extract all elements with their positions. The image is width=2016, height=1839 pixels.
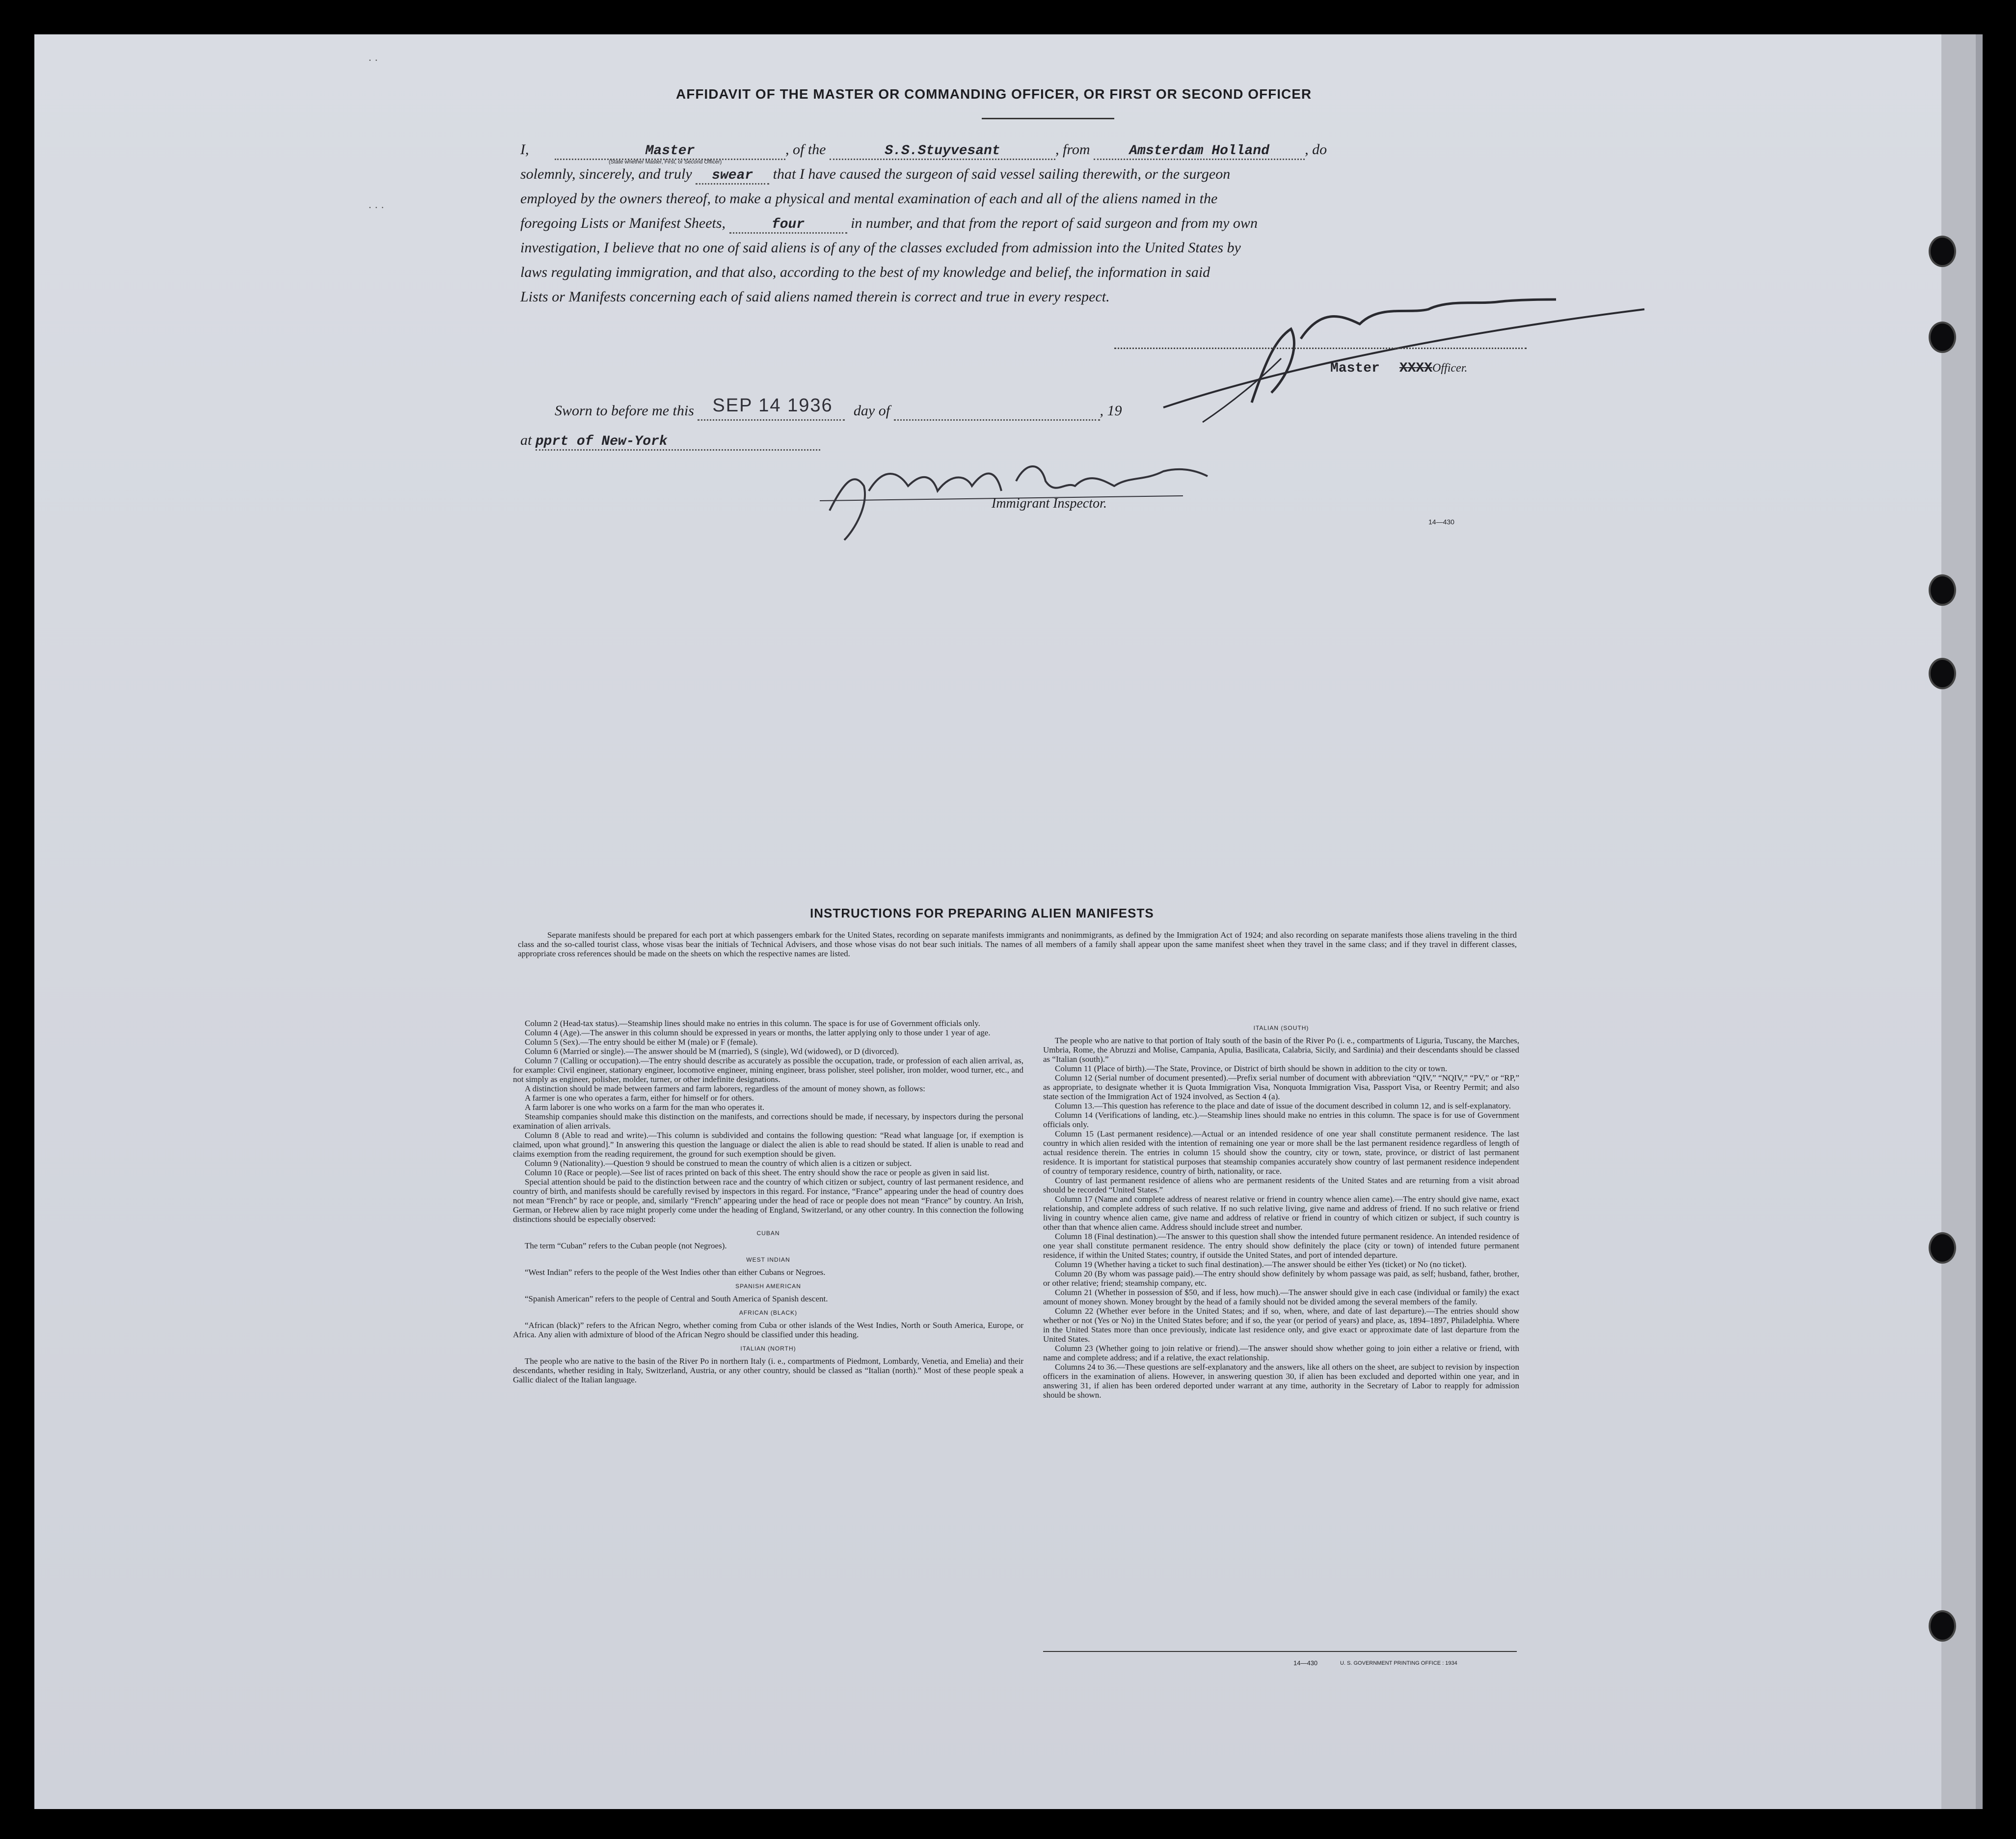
binder-hole: [1929, 574, 1956, 606]
sheet-count-field: four: [771, 217, 805, 232]
affidavit-line-6: laws regulating immigration, and that also, according to the best of my knowledge and belief, the information in said: [520, 264, 1210, 280]
instructions-form-number: 14—430: [1293, 1659, 1318, 1667]
binder-hole: [1929, 1232, 1956, 1264]
page-edge: [1941, 34, 1976, 1809]
page-corner-mark: · ·: [368, 54, 378, 66]
affidavit-form-number: 14—430: [1428, 518, 1454, 526]
instruction-paragraph: Column 8 (Able to read and write).—This column is subdivided and contains the following question: “Read what language [or, if exemption is claimed, upon what ground].” In answering this question the language or dialect the alien is able to read should be stated. If alien is unable to read and claims exemption from the reading requirement, the ground for such exemption should be given.: [513, 1131, 1023, 1159]
instruction-paragraph: Column 21 (Whether in possession of $50, and if less, how much).—The answer should give in each case (individual or family) the exact amount of money shown. Money brought by the head of a family should not be divided among the several members of the family.: [1043, 1288, 1519, 1306]
struck-text: XXXX: [1399, 361, 1433, 376]
instructions-left-column: [513, 1019, 1023, 1384]
instruction-paragraph: Column 17 (Name and complete address of nearest relative or friend in country whence alien came).—The entry should give name, exact relationship, and complete address of such relative. If no such relative living, give name and address of friend. If no such relative or friend living in country whence alien came, give name and address of relative or friend in country of which citizen or subject, if such country is other than that whence alien came. Address should include street and number.: [1043, 1194, 1519, 1232]
sworn-line: Sworn to before me this SEP 14 1936 day of , 19: [555, 403, 1122, 421]
instruction-paragraph: Column 4 (Age).—The answer in this column should be expressed in years or months, the latter applying only to those under 1 year of age.: [525, 1028, 991, 1037]
binder-hole: [1929, 236, 1956, 267]
section-heading: WEST INDIAN: [746, 1256, 790, 1263]
instructions-intro: Separate manifests should be prepared for each port at which passengers embark for the United States, recording on separate manifests immigrants and nonimmigrants, as defined by the Immigration Act of 1924; and also recording on separate manifests those aliens traveling in the third class and the so-called tourist class, whose visas bear the initials of Technical Advisers, and those whose visas do not bear such initials. The names of all members of a family shall appear upon the same manifest sheet when they travel in the same class; and if they travel in different classes, appropriate cross references should be made on the sheets on which the respective names are listed.: [518, 930, 1517, 958]
affidavit-line-7: Lists or Manifests concerning each of said aliens named therein is correct and true in every respect.: [520, 289, 1110, 305]
oath-field: swear: [712, 168, 753, 183]
instruction-paragraph: Column 20 (By whom was passage paid).—The entry should show definitely by whom passage was paid, as self; husband, father, brother, or other relative; friend; steamship company, etc.: [1043, 1269, 1519, 1288]
instruction-paragraph: Column 2 (Head-tax status).—Steamship lines should make no entries in this column. The space is for use of Government officials only.: [525, 1019, 980, 1028]
instruction-paragraph: Column 9 (Nationality).—Question 9 should be construed to mean the country of which alien is a citizen or subject.: [525, 1159, 912, 1168]
affidavit-line-5: investigation, I believe that no one of said aliens is of any of the classes excluded from admission into the United States by: [520, 240, 1241, 256]
section-heading: ITALIAN (NORTH): [740, 1345, 796, 1352]
date-stamp: SEP 14 1936: [712, 395, 833, 416]
affidavit-line-2: solemnly, sincerely, and truly swear that I have caused the surgeon of said vessel sailing therewith, or the surgeon: [520, 166, 1230, 185]
binder-hole: [1929, 658, 1956, 689]
vessel-name-field: S.S.Stuyvesant: [885, 143, 1000, 159]
officer-rank-field: Master: [645, 143, 695, 159]
instruction-paragraph: Column 15 (Last permanent residence).—Actual or an intended residence of one year shall constitute permanent residence. The last country in which alien resided with the intention of remaining one year or more shall be the last permanent residence regardless of length of actual residence therein. The entries in column 15 should show the country, city or town, state, province, or district of last permanent residence. It is important for statistical purposes that steamship companies accurately show country of last permanent residence independent of country of temporary residence, country of birth, nationality, or race.: [1043, 1129, 1519, 1176]
signature-line: [1114, 348, 1527, 349]
inspector-label: Immigrant Inspector.: [992, 496, 1107, 511]
instruction-paragraph: Steamship companies should make this distinction on the manifests, and corrections should be made, if necessary, by inspectors during the personal examination of alien arrivals.: [513, 1112, 1023, 1131]
master-signature: [1154, 280, 1644, 427]
instruction-paragraph: Column 18 (Final destination).—The answer to this question shall show the intended future permanent residence. An intended residence of one year shall constitute permanent residence. The entry should show definitely the place (city or town) of intended future permanent residence, if within the United States; country, if outside the United States, and port of intended departure.: [1043, 1232, 1519, 1260]
instruction-paragraph: Column 6 (Married or single).—The answer should be M (married), S (single), Wd (widowed), or D (divorced).: [525, 1047, 899, 1056]
instruction-paragraph: “Spanish American” refers to the people of Central and South America of Spanish descent.: [525, 1294, 828, 1303]
location-field: pprt of New-York: [535, 434, 668, 449]
affidavit-title: AFFIDAVIT OF THE MASTER OR COMMANDING OFFICER, OR FIRST OR SECOND OFFICER: [676, 86, 1312, 102]
affidavit-line-1: I, Master (State whether Master, First, or Second Officer) , of the S.S.Stuyvesant , from Amsterdam Holland , do: [520, 141, 1327, 165]
instruction-paragraph: The people who are native to the basin of the River Po in northern Italy (i. e., compartments of Piedmont, Lombardy, Venetia, and Emelia) and their descendants, whether residing in Italy, Switzerland, Austria, or any other country, should be classed as “Italian (north).” Most of these people speak a Gallic dialect of the Italian language.: [513, 1356, 1023, 1384]
instruction-paragraph: Column 19 (Whether having a ticket to such final destination).—The answer should be either Yes (ticket) or No (no ticket).: [1055, 1260, 1467, 1269]
instruction-paragraph: Special attention should be paid to the distinction between race and the country of which citizen or subject, country of last permanent residence, and country of birth, and manifests should be carefully revised by inspectors in this regard. For instance, “France” appearing under the head of country does not mean “French” by race or people, and, similarly “French” appearing under the head of race or people does not mean “France” by country. An Irish, German, or Hebrew alien by race might properly come under the heading of England, Switzerland, or any other country. In this connection the following distinctions should be especially observed:: [513, 1177, 1023, 1224]
signer-title: Master XXXXOfficer.: [1330, 361, 1468, 376]
binder-hole: [1929, 1610, 1956, 1642]
instruction-paragraph: Column 13.—This question has reference to the place and date of issue of the document described in column 12, and is self-explanatory.: [1055, 1101, 1511, 1110]
instruction-paragraph: The term “Cuban” refers to the Cuban people (not Negroes).: [525, 1241, 727, 1250]
instruction-paragraph: Column 10 (Race or people).—See list of races printed on back of this sheet. The entry should show the race or people as given in said list.: [525, 1168, 990, 1177]
departure-port-field: Amsterdam Holland: [1129, 143, 1269, 159]
section-heading: AFRICAN (BLACK): [739, 1309, 798, 1316]
instructions-title: INSTRUCTIONS FOR PREPARING ALIEN MANIFESTS: [810, 906, 1154, 920]
binder-hole: [1929, 322, 1956, 353]
instruction-paragraph: A farmer is one who operates a farm, either for himself or for others.: [525, 1093, 754, 1103]
section-heading: SPANISH AMERICAN: [735, 1283, 801, 1290]
instruction-paragraph: “African (black)” refers to the African Negro, whether coming from Cuba or other islands of the West Indies, North or South America, Europe, or Africa. Any alien with admixture of blood of the African Negro should be classified under this heading.: [513, 1321, 1023, 1339]
affidavit-line-3: employed by the owners thereof, to make a physical and mental examination of each and all of the aliens named in the: [520, 190, 1218, 207]
margin-mark: · · ·: [368, 201, 384, 214]
instruction-paragraph: Column 7 (Calling or occupation).—The entry should describe as accurately as possible the occupation, trade, or profession of each alien arrival, as, for example: Civil engineer, stationary engineer, locomotive engineer, mining engineer, brass polisher, steel polisher, iron molder, wood turner, etc., and not simply as engineer, polisher, molder, turner, or other indefinite designations.: [513, 1056, 1023, 1084]
instruction-paragraph: Country of last permanent residence of aliens who are permanent residents of the United States and are returning from a visit abroad should be recorded “United States.”: [1043, 1176, 1519, 1194]
instruction-paragraph: Column 14 (Verifications of landing, etc.).—Steamship lines should make no entries in this column. The space is for use of Government officials only.: [1043, 1110, 1519, 1129]
instruction-paragraph: Columns 24 to 36.—These questions are self-explanatory and the answers, like all others on the sheet, are subject to revision by inspection officers in the examination of aliens. However, in answering question 30, if alien has been excluded and deported within one year, and in answering 31, if alien has been ordered deported under warrant at any time, authority in the Secretary of Labor to reapply for admission should be shown.: [1043, 1362, 1519, 1400]
instruction-paragraph: The people who are native to that portion of Italy south of the basin of the River Po (i. e., compartments of Liguria, Tuscany, the Marches, Umbria, Rome, the Abruzzi and Molise, Campania, Apulia, Basilicata, Calabria, Sicily, and Sardinia) and their descendants should be classed as “Italian (south).”: [1043, 1036, 1519, 1064]
affidavit-line-4: foregoing Lists or Manifest Sheets, four in number, and that from the report of said surgeon and from my own: [520, 215, 1258, 234]
section-heading: ITALIAN (SOUTH): [1253, 1025, 1309, 1031]
instruction-paragraph: Column 23 (Whether going to join relative or friend).—The answer should show whether going to join either a relative or friend, with name and complete address; and if a relative, the exact relationship.: [1043, 1344, 1519, 1362]
officer-rank-note: (State whether Master, First, or Second Officer): [609, 159, 722, 165]
title-rule: [982, 118, 1114, 119]
printer-imprint: U. S. GOVERNMENT PRINTING OFFICE : 1934: [1340, 1660, 1457, 1666]
section-heading: CUBAN: [756, 1230, 780, 1237]
instruction-paragraph: Column 12 (Serial number of document presented).—Prefix serial number of document with abbreviation “QIV,” “NQIV,” “PV,” or “RP,” as appropriate, to designate whether it is Quota Immigration Visa, Nonquota Immigration Visa, Passport Visa, or Reentry Permit; and also state section of the Immigration Act of 1924 involved, as Section 4 (a).: [1043, 1073, 1519, 1101]
instruction-paragraph: A farm laborer is one who works on a farm for the man who operates it.: [525, 1103, 765, 1112]
instruction-paragraph: Column 5 (Sex).—The entry should be either M (male) or F (female).: [525, 1037, 758, 1047]
document-page: [34, 34, 1983, 1809]
instruction-paragraph: “West Indian” refers to the people of the West Indies other than either Cubans or Negroes.: [525, 1268, 826, 1277]
instructions-right-column: [1043, 1019, 1519, 1400]
location-line: at pprt of New-York: [520, 432, 820, 451]
instruction-paragraph: A distinction should be made between farmers and farm laborers, regardless of the amount of money shown, as follows:: [525, 1084, 925, 1093]
footer-rule: [1043, 1651, 1517, 1652]
instruction-paragraph: Column 11 (Place of birth).—The State, Province, or District of birth should be shown in addition to the city or town.: [1055, 1064, 1448, 1073]
instruction-paragraph: Column 22 (Whether ever before in the United States; and if so, when, where, and date of last departure).—The entries should show whether or not (Yes or No) in the United States before; and if so, the year (or period of years) and place, as, 1894–1897, Philadelphia. Where in the United States more than once previously, indicate last residence only, and give exact or approximate date of last departure from the United States.: [1043, 1306, 1519, 1344]
